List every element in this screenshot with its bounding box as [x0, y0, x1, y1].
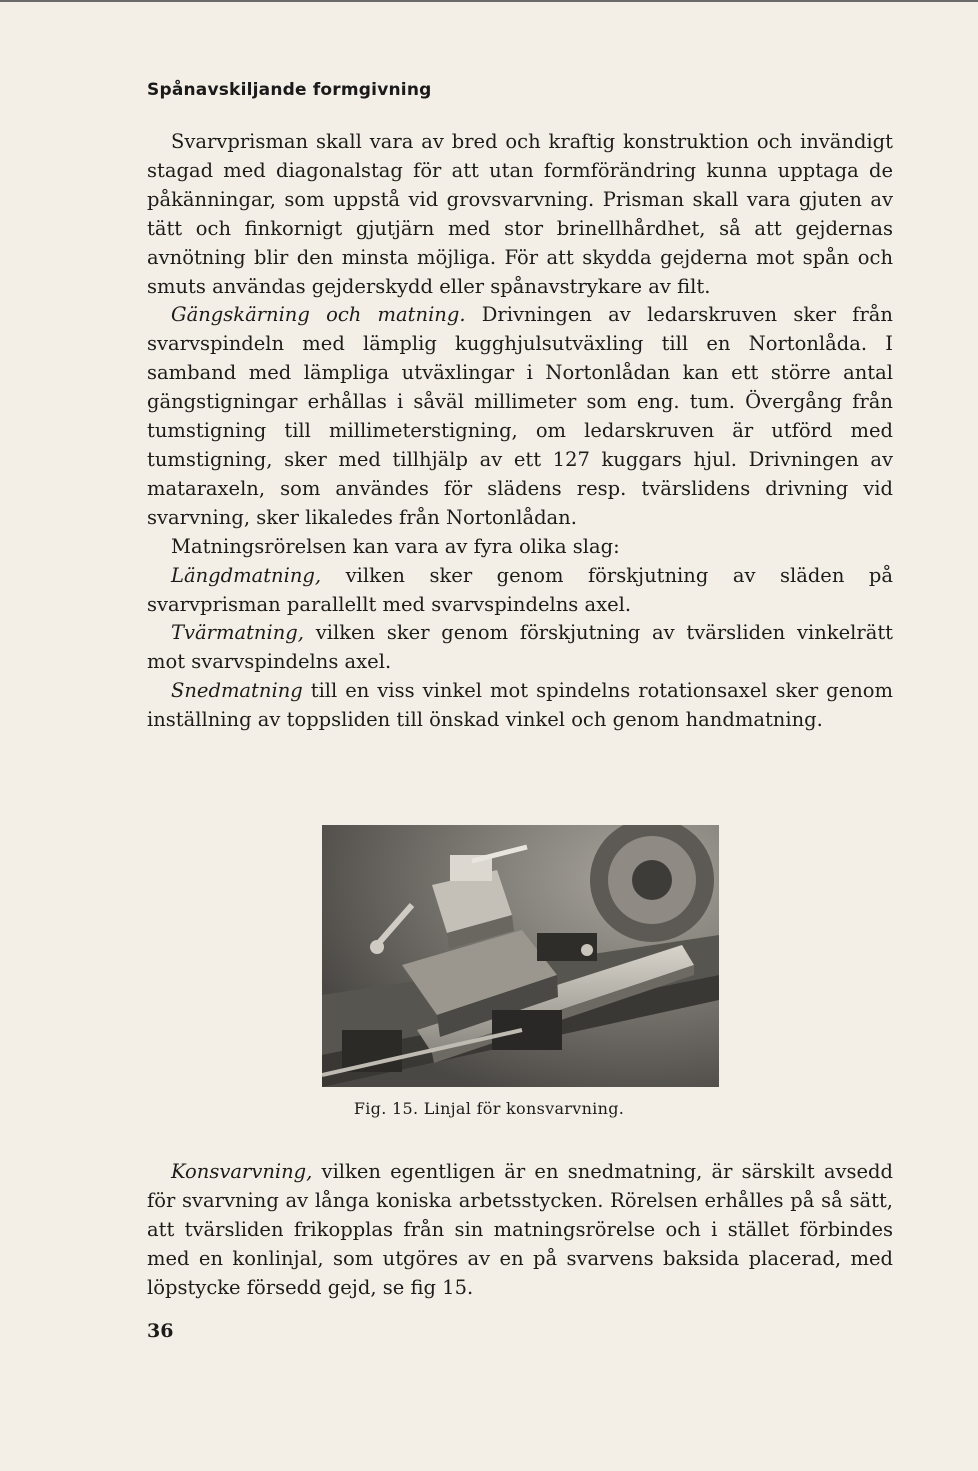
paragraph [147, 1158, 893, 1303]
page-top-rule [0, 0, 978, 2]
body-text-top [147, 128, 893, 735]
running-head: Spånavskiljande formgivning [147, 80, 432, 100]
paragraph-text: vilken sker genom förskjutning av tvärsliden vinkelrätt mot svarvspindelns axel. [147, 621, 893, 674]
paragraph-text: till en viss vinkel mot spindelns rotationsaxel sker genom inställning av toppsliden till önskad vinkel och genom handmatning. [147, 679, 893, 732]
italic-lead: Konsvarvning, [171, 1160, 313, 1183]
paragraph-text: vilken sker genom förskjutning av släden på svarvprisman parallellt med svarvspindelns axel. [147, 563, 893, 616]
body-text-bottom [147, 1158, 893, 1303]
lathe-taper-attachment-photo [322, 825, 719, 1087]
paragraph [147, 562, 893, 620]
paragraph [147, 301, 893, 532]
italic-lead: Snedmatning [171, 679, 303, 703]
paragraph: Svarvprisman skall vara av bred och kraftig konstruktion och invändigt stagad med diagonalstag för att utan formförändring kunna upptaga de påkänningar, som uppstå vid grovsvarvning. Prisman skall vara gjuten av tätt och finkornigt gjutjärn med stor brinellhårdhet, så att gejdernas avnötning blir den minsta möjliga. För att skydda gejderna mot spån och smuts användas gejderskydd eller spånavstrykare av filt. [147, 130, 893, 298]
paragraph-text: vilken egentligen är en snedmatning, är särskilt avsedd för svarvning av långa koniska arbetsstycken. Rörelsen erhålles på så sätt, att tvärsliden frikopplas från sin matningsrörelse och i stället förbindes med en konlinjal, som utgöres av en på svarvens baksida placerad, med löpstycke försedd gejd, se fig 15. [147, 1160, 893, 1299]
paragraph [147, 619, 893, 677]
figure-photo [322, 825, 719, 1087]
paragraph [147, 677, 893, 735]
italic-lead: Gängskärning och matning. [171, 303, 466, 327]
italic-lead: Längdmatning, [171, 563, 322, 587]
italic-lead: Tvärmatning, [171, 621, 304, 645]
paragraph: Matningsrörelsen kan vara av fyra olika slag: [171, 534, 620, 558]
page-number: 36 [147, 1320, 174, 1342]
figure-caption: Fig. 15. Linjal för konsvarvning. [353, 1099, 625, 1118]
paragraph-text: Drivningen av ledarskruven sker från svarvspindeln med lämplig kugghjulsutväxling till en Nortonlåda. I samband med lämpliga utväxlingar i Nortonlådan kan ett större antal gängstigningar erhållas i såväl millimeter som eng. tum. Övergång från tumstigning till millimeterstigning, om ledarskruven är utförd med tumstigning, sker med tillhjälp av ett 127 kuggars hjul. Drivningen av mataraxeln, som användes för slädens resp. tvärslidens drivning vid svarvning, sker likaledes från Nortonlådan. [147, 303, 893, 529]
